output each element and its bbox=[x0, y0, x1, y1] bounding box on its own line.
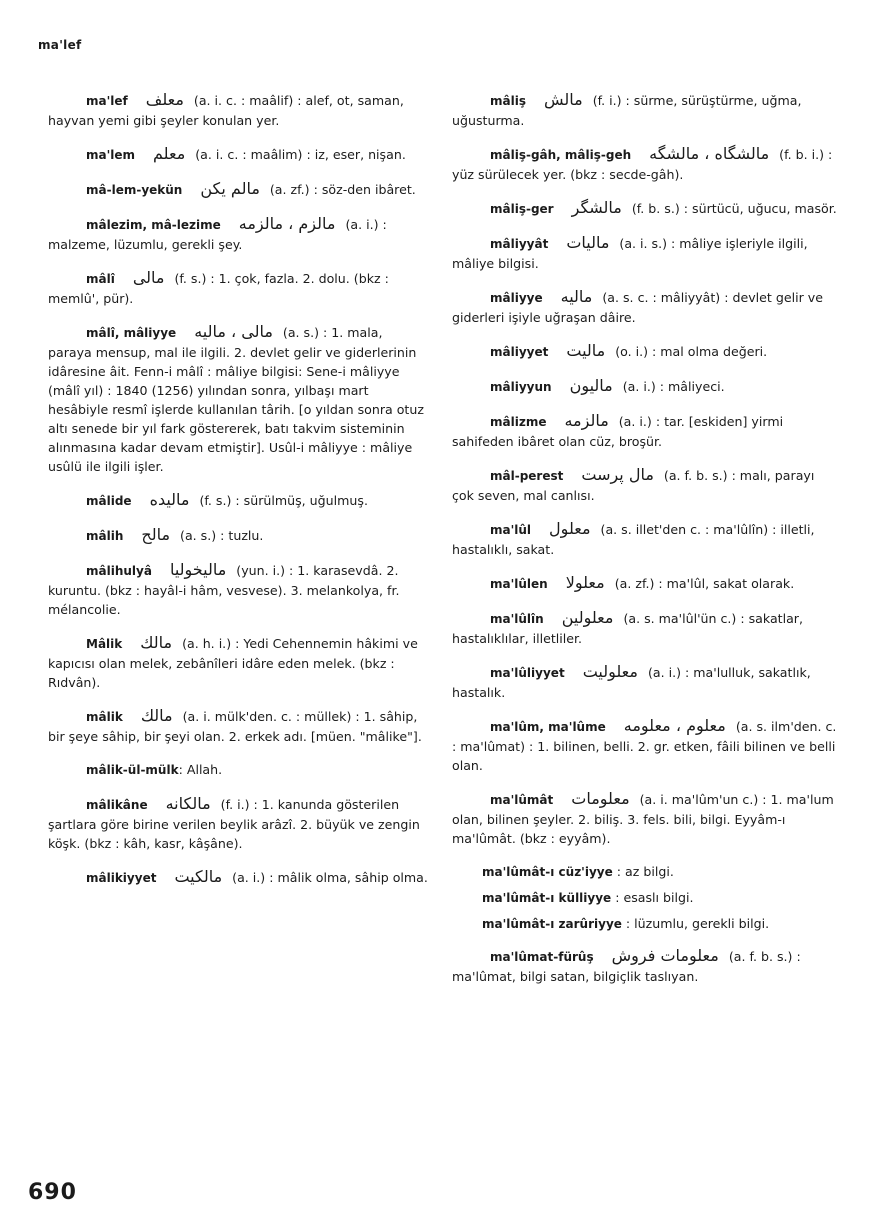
entry-head bbox=[86, 794, 221, 815]
entry-head bbox=[490, 341, 615, 362]
dictionary-entry bbox=[48, 794, 430, 853]
definition: (a. i. c. : maâlim) : iz, eser, nişan. bbox=[195, 147, 406, 162]
entry-head bbox=[490, 716, 736, 737]
dictionary-entry bbox=[452, 411, 838, 451]
headword: mâlik bbox=[86, 710, 123, 724]
definition: (f. s.) : sürülmüş, uğulmuş. bbox=[199, 493, 368, 508]
definition: (f. i.) : sürme, sürüştürme, uğma, uğusturma. bbox=[452, 93, 802, 128]
headword: ma'lûmât-ı zarûriyye bbox=[482, 917, 622, 931]
dictionary-entry bbox=[452, 287, 838, 327]
arabic-script: مال پرست bbox=[581, 465, 654, 484]
definition: (o. i.) : mal olma değeri. bbox=[615, 344, 768, 359]
entry-head bbox=[86, 633, 182, 654]
entry-head bbox=[86, 214, 345, 235]
headword: mâlikâne bbox=[86, 798, 148, 812]
arabic-script: معلف bbox=[145, 90, 184, 109]
entry-head bbox=[86, 760, 179, 780]
entry-head bbox=[490, 608, 623, 629]
entry-head bbox=[490, 90, 593, 111]
arabic-script: مالح bbox=[141, 525, 171, 544]
entry-head bbox=[86, 322, 283, 343]
entry-head bbox=[490, 233, 619, 254]
headword: mâlezim, mâ-lezime bbox=[86, 218, 221, 232]
entry-head bbox=[490, 144, 779, 165]
definition: (f. b. i.) : yüz sürülecek yer. (bkz : secde-gâh). bbox=[452, 147, 833, 182]
headword: mâliş bbox=[490, 94, 526, 108]
headword: ma'lûl bbox=[490, 523, 532, 537]
dictionary-entry bbox=[48, 214, 430, 254]
dictionary-entry bbox=[48, 706, 430, 746]
definition: (a. zf.) : ma'lûl, sakat olarak. bbox=[614, 576, 795, 591]
definition: (a. i.) : tar. [eskiden] yirmi sahifeden ibâret olan cüz, broşür. bbox=[452, 414, 784, 449]
dictionary-entry bbox=[452, 789, 838, 848]
dictionary-entry bbox=[48, 633, 430, 692]
left-column bbox=[48, 90, 430, 902]
entry-head bbox=[86, 525, 180, 546]
headword: ma'lûliyyet bbox=[490, 666, 565, 680]
dictionary-entry bbox=[48, 525, 430, 546]
headword: mâlihulyâ bbox=[86, 564, 152, 578]
arabic-script: مالى ، ماليه bbox=[194, 322, 273, 341]
definition: (a. i. mülk'den. c. : müllek) : 1. sâhip, bir şeye sâhip, bir şeyi olan. 2. erkek adı. [müen. "mâlike"]. bbox=[48, 709, 422, 744]
arabic-script: مالى bbox=[132, 268, 165, 287]
sub-entry bbox=[482, 914, 838, 934]
arabic-script: ماليه bbox=[560, 287, 593, 306]
dictionary-entry bbox=[48, 144, 430, 165]
headword: ma'lef bbox=[86, 94, 128, 108]
dictionary-entry bbox=[452, 341, 838, 362]
page-number: 690 bbox=[28, 1180, 77, 1205]
headword: mâliyye bbox=[490, 291, 543, 305]
arabic-script: معلومات فروش bbox=[611, 946, 719, 965]
entry-head bbox=[86, 144, 195, 165]
entry-head bbox=[86, 268, 174, 289]
entry-head bbox=[490, 789, 640, 810]
definition: (a. i.) : malzeme, lüzumlu, gerekli şey. bbox=[48, 217, 387, 252]
dictionary-entry bbox=[452, 144, 838, 184]
definition: (a. i. s.) : mâliye işleriyle ilgili, mâliye bilgisi. bbox=[452, 236, 808, 271]
dictionary-entry bbox=[452, 90, 838, 130]
dictionary-entry bbox=[452, 662, 838, 702]
arabic-script: معلوم ، معلومه bbox=[623, 716, 726, 735]
headword: mâlî bbox=[86, 272, 115, 286]
definition: : Allah. bbox=[178, 762, 223, 777]
entry-head bbox=[86, 867, 232, 888]
definition: (a. zf.) : söz-den ibâret. bbox=[269, 182, 416, 197]
headword: mâlih bbox=[86, 529, 124, 543]
dictionary-entry bbox=[48, 179, 430, 200]
arabic-script: معلول bbox=[549, 519, 591, 538]
entry-head bbox=[86, 179, 270, 200]
entry-head bbox=[490, 946, 729, 967]
definition: (a. s.) : tuzlu. bbox=[180, 528, 264, 543]
sub-entry bbox=[482, 862, 838, 882]
arabic-script: معلولا bbox=[565, 573, 605, 592]
definition: (a. i. ma'lûm'un c.) : 1. ma'lum olan, bilinen şeyler. 2. biliş. 3. fels. bili, bilgi. Eyyâm-ı ma'lûmât. (bkz : eyyâm). bbox=[452, 792, 834, 846]
entry-head bbox=[490, 411, 619, 432]
definition: (a. i. c. : maâlif) : alef, ot, saman, hayvan yemi gibi şeyler konulan yer. bbox=[48, 93, 404, 128]
entry-head bbox=[86, 490, 200, 511]
definition: (a. s. ma'lûl'ün c.) : sakatlar, hastalıklılar, illetliler. bbox=[452, 611, 803, 646]
dictionary-entry bbox=[452, 519, 838, 559]
arabic-script: مالكانه bbox=[165, 794, 211, 813]
definition: (f. i.) : 1. kanunda gösterilen şartlara göre birine verilen beylik arâzî. 2. büyük ve zengin köşk. (bkz : kâh, kasr, kâşâne). bbox=[48, 797, 420, 851]
dictionary-entry bbox=[48, 490, 430, 511]
dictionary-entry bbox=[48, 90, 430, 130]
headword: mâliyyet bbox=[490, 345, 549, 359]
arabic-script: مالك bbox=[140, 706, 173, 725]
headword: mâlizme bbox=[490, 415, 547, 429]
dictionary-entry bbox=[452, 376, 838, 397]
entry-head bbox=[86, 560, 236, 581]
headword: ma'lûmât-ı cüz'iyye bbox=[482, 865, 613, 879]
headword: mâlî, mâliyye bbox=[86, 326, 177, 340]
arabic-script: مالك bbox=[140, 633, 173, 652]
headword: Mâlik bbox=[86, 637, 123, 651]
dictionary-entry bbox=[452, 233, 838, 273]
entry-head bbox=[490, 519, 601, 540]
arabic-script: ماليون bbox=[569, 376, 613, 395]
dictionary-entry bbox=[48, 760, 430, 780]
definition: : lüzumlu, gerekli bilgi. bbox=[625, 916, 770, 931]
arabic-script: ماليات bbox=[566, 233, 610, 252]
dictionary-entry bbox=[452, 465, 838, 505]
arabic-script: مالشگر bbox=[571, 198, 622, 217]
entry-head bbox=[490, 573, 615, 594]
definition: (a. s. illet'den c. : ma'lûlîn) : illetli, hastalıklı, sakat. bbox=[452, 522, 815, 557]
headword: mâliş-gâh, mâliş-geh bbox=[490, 148, 632, 162]
definition: (yun. i.) : 1. karasevdâ. 2. kuruntu. (bkz : hayâl-i hâm, vesvese). 3. melankolya, fr. mélancolie. bbox=[48, 563, 400, 617]
arabic-script: معلم bbox=[153, 144, 186, 163]
headword: mâlik-ül-mülk bbox=[86, 763, 179, 777]
arabic-script: معلوليت bbox=[582, 662, 638, 681]
entry-head bbox=[490, 465, 664, 486]
entry-head bbox=[490, 376, 623, 397]
arabic-script: معلولين bbox=[561, 608, 614, 627]
headword: ma'lûm, ma'lûme bbox=[490, 720, 606, 734]
headword: ma'lem bbox=[86, 148, 136, 162]
entry-head bbox=[490, 198, 632, 219]
arabic-script: مالش bbox=[543, 90, 583, 109]
headword: mâliyyât bbox=[490, 237, 549, 251]
definition: (f. b. s.) : sürtücü, uğucu, masör. bbox=[631, 201, 837, 216]
definition: (a. f. b. s.) : malı, parayı çok seven, mal canlısı. bbox=[452, 468, 815, 503]
dictionary-entry bbox=[452, 198, 838, 219]
definition: (f. s.) : 1. çok, fazla. 2. dolu. (bkz : memlû', pür). bbox=[48, 271, 389, 306]
headword: ma'lûmât bbox=[490, 793, 554, 807]
arabic-script: مالم يكن bbox=[200, 179, 260, 198]
sub-entry bbox=[482, 888, 838, 908]
dictionary-entry bbox=[48, 322, 430, 476]
definition: (a. f. b. s.) : ma'lûmat, bilgi satan, bilgiçlik taslıyan. bbox=[452, 949, 801, 984]
dictionary-entry bbox=[48, 268, 430, 308]
right-column bbox=[452, 90, 838, 1000]
entry-head bbox=[86, 90, 194, 111]
dictionary-entry bbox=[452, 716, 838, 775]
dictionary-entry bbox=[48, 867, 430, 888]
definition: (a. s. ilm'den. c. : ma'lûmat) : 1. bilinen, belli. 2. gr. etken, fâili bilinen ve belli olan. bbox=[452, 719, 837, 773]
arabic-script: ماليده bbox=[149, 490, 190, 509]
arabic-script: مالزم ، مالزمه bbox=[238, 214, 336, 233]
definition: (a. s.) : 1. mala, paraya mensup, mal ile ilgili. 2. devlet gelir ve giderlerinin idâresine âit. Fenn-i mâlî : mâliye bilgisi: Sene-i mâliyye (mâlî yıl) : 1840 (1256) yılından sonra, yılbaşı mart hesâbiyle resmî işlerde kullanılan târih. [o yıldan sonra otuz altı senede bir yıl fark göstererek, batı takvim sisteminin alınmasına kadar devam etmiştir]. Usûl-i mâliyye : mâliye usûlü ile ilgili işler. bbox=[48, 325, 424, 474]
running-head: ma'lef bbox=[38, 38, 82, 52]
headword: mâliş-ger bbox=[490, 202, 554, 216]
definition: (a. i.) : mâlik olma, sâhip olma. bbox=[232, 870, 428, 885]
dictionary-entry bbox=[452, 608, 838, 648]
definition: (a. i.) : mâliyeci. bbox=[622, 379, 725, 394]
headword: mâlide bbox=[86, 494, 132, 508]
arabic-script: معلومات bbox=[571, 789, 630, 808]
headword: mâ-lem-yekün bbox=[86, 183, 183, 197]
headword: ma'lûlîn bbox=[490, 612, 544, 626]
arabic-script: مالكيت bbox=[174, 867, 223, 886]
definition: (a. h. i.) : Yedi Cehennemin hâkimi ve kapıcısı olan melek, zebânîleri idâre eden melek. (bkz : Rıdvân). bbox=[48, 636, 418, 690]
definition: (a. s. c. : mâliyyât) : devlet gelir ve giderleri işiyle uğraşan dâire. bbox=[452, 290, 823, 325]
headword: ma'lûmât-ı külliyye bbox=[482, 891, 612, 905]
headword: mâl-perest bbox=[490, 469, 564, 483]
entry-head bbox=[490, 287, 602, 308]
dictionary-entry bbox=[48, 560, 430, 619]
arabic-script: مالشگاه ، مالشگه bbox=[649, 144, 770, 163]
dictionary-entry bbox=[452, 573, 838, 594]
arabic-script: ماليت bbox=[566, 341, 606, 360]
arabic-script: ماليخوليا bbox=[169, 560, 227, 579]
definition: (a. i.) : ma'lulluk, sakatlık, hastalık. bbox=[452, 665, 811, 700]
definition: : az bilgi. bbox=[616, 864, 674, 879]
headword: ma'lûlen bbox=[490, 577, 548, 591]
entry-head bbox=[86, 706, 183, 727]
entry-head bbox=[490, 662, 648, 683]
dictionary-entry bbox=[452, 946, 838, 986]
arabic-script: مالزمه bbox=[564, 411, 609, 430]
headword: ma'lûmat-fürûş bbox=[490, 950, 594, 964]
definition: : esaslı bilgi. bbox=[615, 890, 694, 905]
headword: mâlikiyyet bbox=[86, 871, 157, 885]
headword: mâliyyun bbox=[490, 380, 552, 394]
